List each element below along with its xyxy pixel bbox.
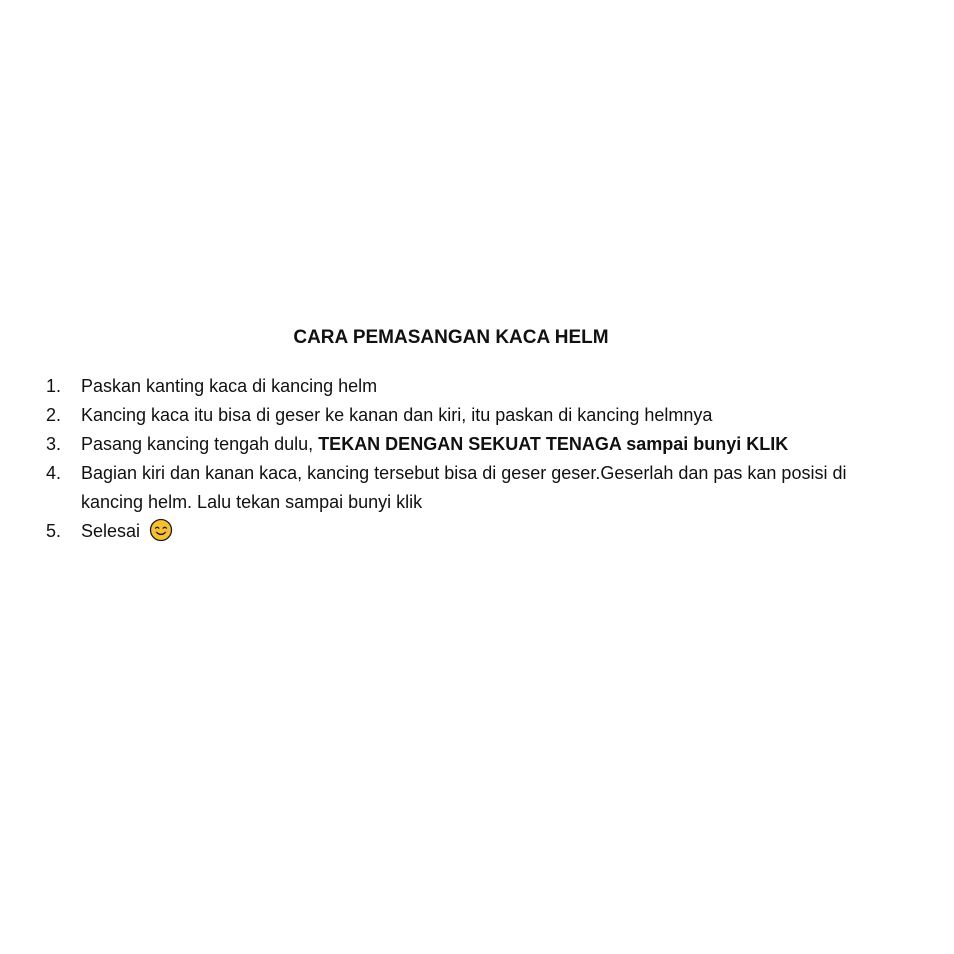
- list-item: [0, 517, 881, 546]
- step-text: [81, 434, 788, 454]
- step-number: 1.: [46, 376, 62, 396]
- list-item: [0, 430, 881, 459]
- step-text: Paskan kanting kaca di kancing helm: [81, 376, 378, 396]
- list-item: [0, 372, 881, 401]
- step-number: 5.: [46, 521, 62, 541]
- step-number: 4.: [46, 463, 62, 483]
- list-item: [0, 401, 881, 430]
- step-number: 2.: [46, 405, 62, 425]
- list-item: [0, 459, 881, 517]
- step-text-regular: Pasang kancing tengah dulu,: [81, 434, 319, 454]
- smiling-face-icon: [149, 518, 173, 542]
- step-text: Kancing kaca itu bisa di geser ke kanan dan kiri, itu paskan di kancing helmnya: [81, 405, 713, 425]
- step-text: Bagian kiri dan kanan kaca, kancing tersebut bisa di geser geser.Geserlah dan pas kan posisi di kancing helm. Lalu tekan sampai bunyi klik: [81, 463, 847, 512]
- step-text-bold: TEKAN DENGAN SEKUAT TENAGA sampai bunyi KLIK: [318, 434, 789, 454]
- step-text: Selesai: [81, 521, 141, 541]
- document-title: CARA PEMASANGAN KACA HELM: [293, 327, 609, 348]
- steps-list: [0, 372, 954, 546]
- step-number: 3.: [46, 434, 62, 454]
